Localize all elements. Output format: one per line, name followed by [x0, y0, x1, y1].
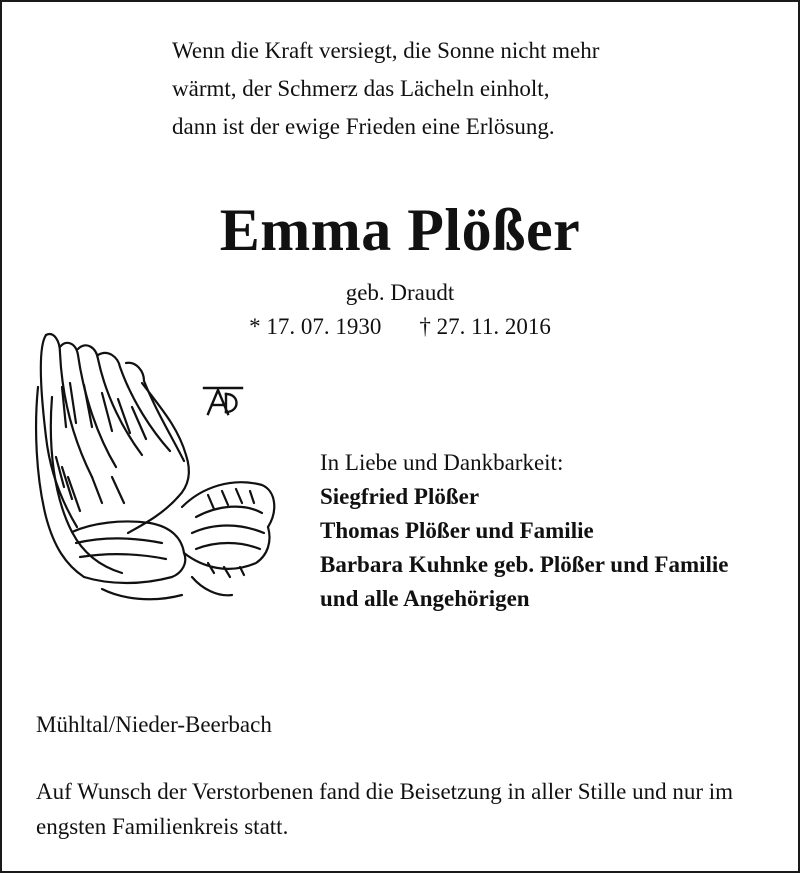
- place: Mühltal/Nieder-Beerbach: [36, 712, 272, 737]
- poem: [172, 32, 772, 146]
- mourners-intro: In Liebe und Dankbarkeit:: [320, 450, 564, 475]
- death-date: † 27. 11. 2016: [419, 314, 551, 339]
- mourner-name: Barbara Kuhnke geb. Plößer und Familie: [320, 552, 729, 577]
- mourner-name: Siegfried Plößer: [320, 484, 480, 509]
- poem-line: dann ist der ewige Frieden eine Erlösung.: [172, 114, 555, 139]
- burial-note: Auf Wunsch der Verstorbenen fand die Beisetzung in aller Stille und nur im engsten Familienkreis statt.: [36, 779, 734, 839]
- maiden-name: geb. Draudt: [345, 280, 455, 305]
- mourners-block: [320, 446, 790, 616]
- deceased-name: Emma Plößer: [219, 197, 581, 263]
- mourner-name: und alle Angehörigen: [320, 586, 530, 611]
- duerer-monogram: [202, 384, 244, 416]
- mourner-name: Thomas Plößer und Familie: [320, 518, 594, 543]
- poem-line: Wenn die Kraft versiegt, die Sonne nicht mehr: [172, 38, 600, 63]
- birth-date: * 17. 07. 1930: [249, 314, 382, 339]
- praying-hands-illustration: [32, 327, 282, 612]
- poem-line: wärmt, der Schmerz das Lächeln einholt,: [172, 76, 550, 101]
